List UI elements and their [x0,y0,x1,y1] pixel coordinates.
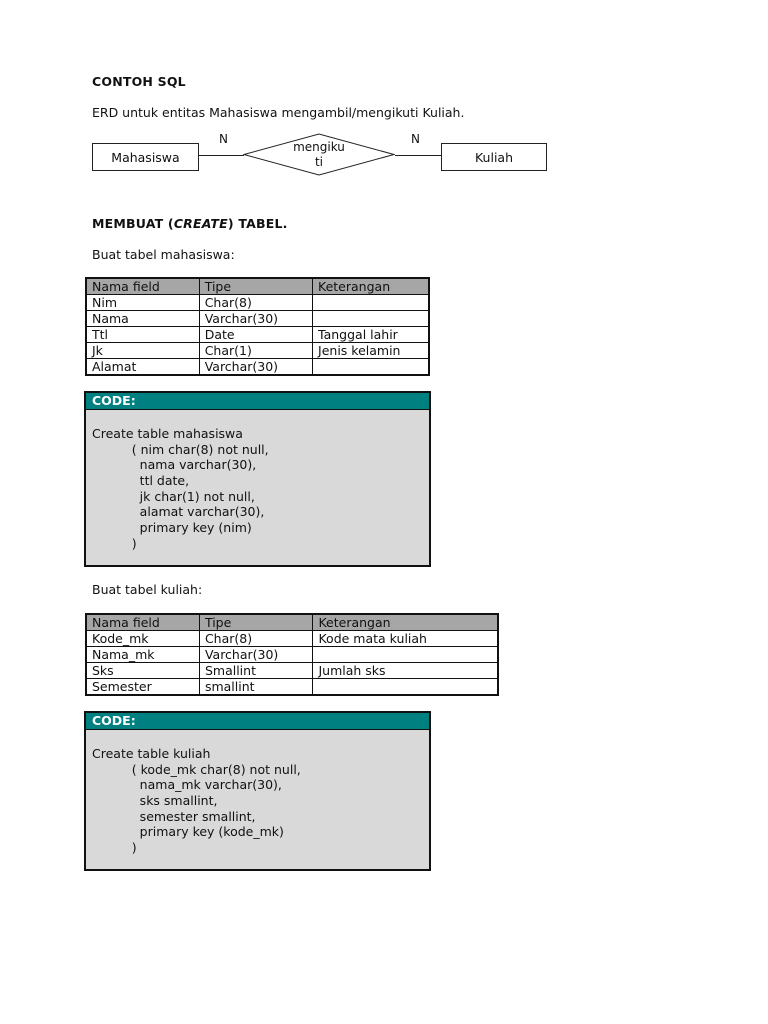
heading-prefix: MEMBUAT ( [92,216,174,231]
section-heading-contoh-sql: CONTOH SQL [92,74,186,89]
erd-entity-mahasiswa [92,143,199,171]
cell-note: Jenis kelamin [313,343,429,359]
code-line: semester smallint, [92,808,256,824]
cell-field: Nama [86,311,199,327]
code-line: ) [92,840,137,856]
cell-note [313,359,429,376]
code-line: primary key (kode_mk) [92,824,284,840]
table-row [86,343,429,359]
table-row [86,359,429,376]
code-block [86,730,429,856]
erd-connector-right [395,155,441,156]
code-line: ( kode_mk char(8) not null, [92,761,301,777]
kuliah-code-box [84,711,431,871]
kuliah-caption: Buat tabel kuliah: [92,582,203,597]
table-row [86,295,429,311]
code-line: primary key (nim) [92,520,252,536]
heading-suffix: ) TABEL. [227,216,288,231]
cell-field: Semester [86,679,199,696]
erd-connector-left [198,155,244,156]
cell-field: Nim [86,295,199,311]
section-heading-create-table [92,216,288,231]
erd-entity-kuliah-label: Kuliah [474,149,514,165]
table-row [86,311,429,327]
erd-entity-mahasiswa-label: Mahasiswa [111,149,180,165]
erd-cardinality-left: N [219,132,228,146]
code-block [86,410,429,552]
column-header-nama-field: Nama field [86,614,199,631]
kuliah-table [85,613,499,696]
erd-relationship-label [243,140,395,170]
cell-type: Varchar(30) [199,647,313,663]
cell-field: Alamat [86,359,199,376]
cell-field: Jk [86,343,199,359]
cell-note: Jumlah sks [313,663,498,679]
erd-intro-text: ERD untuk entitas Mahasiswa mengambil/mengikuti Kuliah. [92,105,465,120]
cell-type: Char(8) [199,631,313,647]
table-row [86,663,498,679]
code-line: nama_mk varchar(30), [92,777,282,793]
cell-type: Char(1) [199,343,312,359]
cell-field: Ttl [86,327,199,343]
cell-field: Kode_mk [86,631,199,647]
table-row [86,327,429,343]
mahasiswa-code-box [84,391,431,567]
erd-relationship-label-line1: mengiku [293,140,345,154]
erd-relationship-label-line2: ti [314,155,324,169]
erd-entity-kuliah [441,143,547,171]
code-line: alamat varchar(30), [92,504,265,520]
cell-type: smallint [199,679,313,696]
code-line: Create table kuliah [92,746,211,761]
code-line: sks smallint, [92,793,218,809]
cell-note [313,647,498,663]
cell-type: Char(8) [199,295,312,311]
code-line: nama varchar(30), [92,457,257,473]
code-line: ttl date, [92,473,190,489]
code-line: jk char(1) not null, [92,488,255,504]
cell-field: Nama_mk [86,647,199,663]
cell-type: Varchar(30) [199,311,312,327]
erd-cardinality-right: N [411,132,420,146]
table-header-row [86,278,429,295]
table-row [86,679,498,696]
column-header-keterangan: Keterangan [313,278,429,295]
code-box-header: CODE: [86,393,429,410]
heading-italic-create: CREATE [173,216,228,231]
cell-type: Date [199,327,312,343]
table-row [86,631,498,647]
column-header-keterangan: Keterangan [313,614,498,631]
column-header-tipe: Tipe [199,278,312,295]
table-row [86,647,498,663]
cell-type: Varchar(30) [199,359,312,376]
table-header-row [86,614,498,631]
column-header-nama-field: Nama field [86,278,199,295]
cell-note: Kode mata kuliah [313,631,498,647]
cell-note [313,679,498,696]
code-line: ) [92,535,137,551]
cell-note [313,295,429,311]
cell-note: Tanggal lahir [313,327,429,343]
cell-note [313,311,429,327]
mahasiswa-caption: Buat tabel mahasiswa: [92,247,235,262]
cell-type: Smallint [199,663,313,679]
mahasiswa-table [85,277,430,376]
cell-field: Sks [86,663,199,679]
column-header-tipe: Tipe [199,614,313,631]
code-box-header: CODE: [86,713,429,730]
code-line: Create table mahasiswa [92,426,243,441]
code-line: ( nim char(8) not null, [92,441,269,457]
